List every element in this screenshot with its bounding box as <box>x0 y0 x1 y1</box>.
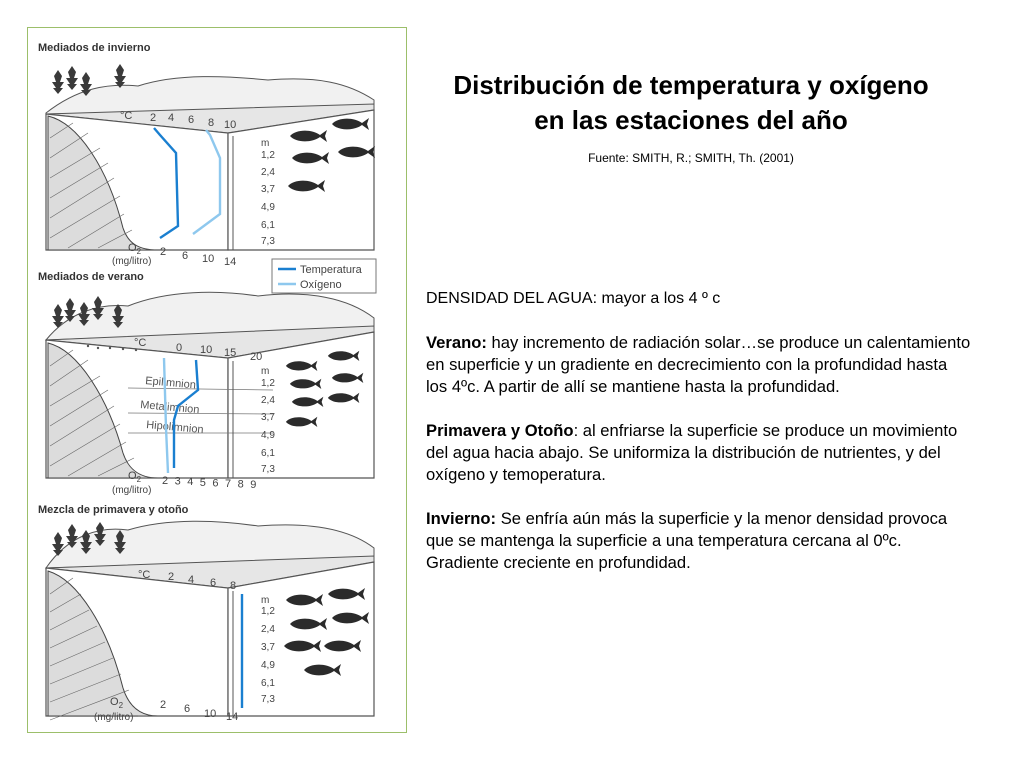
spring-autumn-text: : al enfriarse la superficie se produce un movimiento del agua hacia abajo. Se uniformiza la distribución de nutrientes, y del oxígeno y temoperatura. <box>426 421 958 484</box>
winter-o2-unit: (mg/litro) <box>112 256 152 267</box>
summer-depth-label: 6,1 <box>261 448 275 459</box>
summer-depth-label: 1,2 <box>261 378 275 389</box>
winter-text: Se enfría aún más la superficie y la menor densidad provoca que se mantenga la superficie a una temperatura cercana al 0ºc. Gradiente creciente en profundidad. <box>426 509 948 572</box>
summer-title: Mediados de verano <box>38 271 144 283</box>
summer-temp-tick: 10 <box>200 344 213 356</box>
spring-autumn-temp-tick: 8 <box>230 580 237 592</box>
winter-depth-label: 7,3 <box>261 236 275 247</box>
spring-autumn-depth-label: 7,3 <box>261 694 275 705</box>
spring-autumn-o2-tick: 6 <box>184 703 191 715</box>
winter-depth-label: 3,7 <box>261 184 275 195</box>
summer-depth-label: 7,3 <box>261 464 275 475</box>
explanation-text <box>426 288 971 596</box>
summer-o2-tick: 3 <box>174 475 181 488</box>
winter-temp-tick: 4 <box>168 112 175 124</box>
metalimnion-label: Metalimnion <box>139 399 200 417</box>
spring-autumn-temp-tick: 4 <box>188 574 195 586</box>
legend-oxygen: Oxígeno <box>300 279 342 291</box>
summer-o2-unit: (mg/litro) <box>112 485 152 496</box>
summer-depth-label: 4,9 <box>261 430 275 441</box>
winter-o2-label: O <box>128 242 137 254</box>
winter-o2-tick: 14 <box>224 256 237 268</box>
spring-autumn-temp-tick: 6 <box>210 577 217 589</box>
winter-o2-tick: 10 <box>202 253 215 265</box>
winter-o2-tick: 6 <box>182 250 189 262</box>
summer-depth-unit: m <box>261 366 270 377</box>
winter-title: Mediados de invierno <box>38 42 151 54</box>
summer-depth-label: 2,4 <box>261 395 275 406</box>
spring-autumn-depth-unit: m <box>261 595 270 606</box>
spring-autumn-paragraph <box>426 420 971 486</box>
summer-text: hay incremento de radiación solar…se produce un calentamiento en superficie y un gradiente en decrecimiento con la profundidad hasta los 4ºc. A partir de allí se mantiene hasta la profundidad. <box>426 333 971 396</box>
spring-autumn-o2-label: $O_2$ <box>110 696 124 710</box>
winter-temp-unit: °C <box>120 110 133 122</box>
winter-o2-tick: 2 <box>160 246 167 258</box>
winter-temp-tick: 10 <box>224 119 237 131</box>
seasonal-diagram-panel <box>27 27 407 733</box>
winter-depth-label: 1,2 <box>261 150 275 161</box>
spring-autumn-temp-tick: 2 <box>168 571 175 583</box>
winter-depth-label: 4,9 <box>261 202 275 213</box>
winter-o2-sub: 2 <box>136 247 142 256</box>
spring-autumn-o2-tick: 2 <box>160 699 167 711</box>
summer-o2-label: $O_2$ <box>128 470 142 484</box>
summer-paragraph <box>426 332 971 398</box>
winter-paragraph <box>426 508 971 574</box>
legend-temperature: Temperatura <box>300 264 362 276</box>
summer-o2-tick: 9 <box>250 479 257 492</box>
summer-o2-tick: 5 <box>199 476 206 489</box>
spring-autumn-o2-tick: 10 <box>204 708 217 720</box>
winter-label: Invierno: <box>426 509 497 528</box>
title-line-2: en las estaciones del año <box>534 105 848 135</box>
summer-depth-label: 3,7 <box>261 412 275 423</box>
winter-temp-tick: 6 <box>188 114 195 126</box>
summer-o2-tick: 7 <box>225 478 232 490</box>
summer-o2-tick: 6 <box>212 477 219 490</box>
spring-autumn-o2-unit: (mg/litro) <box>94 712 134 723</box>
spring-autumn-title: Mezcla de primavera y otoño <box>38 504 189 516</box>
source-citation: Fuente: SMITH, R.; SMITH, Th. (2001) <box>588 151 794 165</box>
summer-label: Verano: <box>426 333 487 352</box>
spring-autumn-depth-label: 2,4 <box>261 624 275 635</box>
winter-depth-label: 2,4 <box>261 167 275 178</box>
spring-autumn-depth-label: 1,2 <box>261 606 275 617</box>
summer-temp-tick: 15 <box>224 347 237 359</box>
spring-autumn-depth-label: 3,7 <box>261 642 275 653</box>
hipolimnion-label: Hipolimnion <box>145 419 205 436</box>
winter-diagram <box>38 42 376 293</box>
summer-temp-unit: °C <box>134 337 147 349</box>
summer-temp-tick: 20 <box>250 351 263 363</box>
spring-autumn-depth-label: 4,9 <box>261 660 275 671</box>
summer-o2-tick: 2 <box>162 475 169 487</box>
summer-diagram <box>38 271 374 496</box>
epilimnion-label: Epilimnion <box>144 375 197 392</box>
spring-autumn-depth-label: 6,1 <box>261 678 275 689</box>
winter-depth-unit: m <box>261 138 270 149</box>
seasonal-diagram <box>28 28 406 732</box>
spring-autumn-diagram <box>38 504 374 723</box>
slide-title <box>408 68 974 138</box>
winter-temp-tick: 2 <box>150 112 157 124</box>
winter-temp-tick: 8 <box>208 117 215 129</box>
spring-autumn-temp-unit: °C <box>138 569 151 581</box>
spring-autumn-label: Primavera y Otoño <box>426 421 574 440</box>
title-line-1: Distribución de temperatura y oxígeno <box>453 70 929 100</box>
summer-o2-tick: 8 <box>237 478 244 491</box>
density-heading: DENSIDAD DEL AGUA: mayor a los 4 º c <box>426 290 721 307</box>
winter-depth-label: 6,1 <box>261 220 275 231</box>
summer-o2-tick: 4 <box>187 476 194 489</box>
spring-autumn-o2-tick: 14 <box>226 711 239 723</box>
summer-temp-tick: 0 <box>176 342 183 354</box>
